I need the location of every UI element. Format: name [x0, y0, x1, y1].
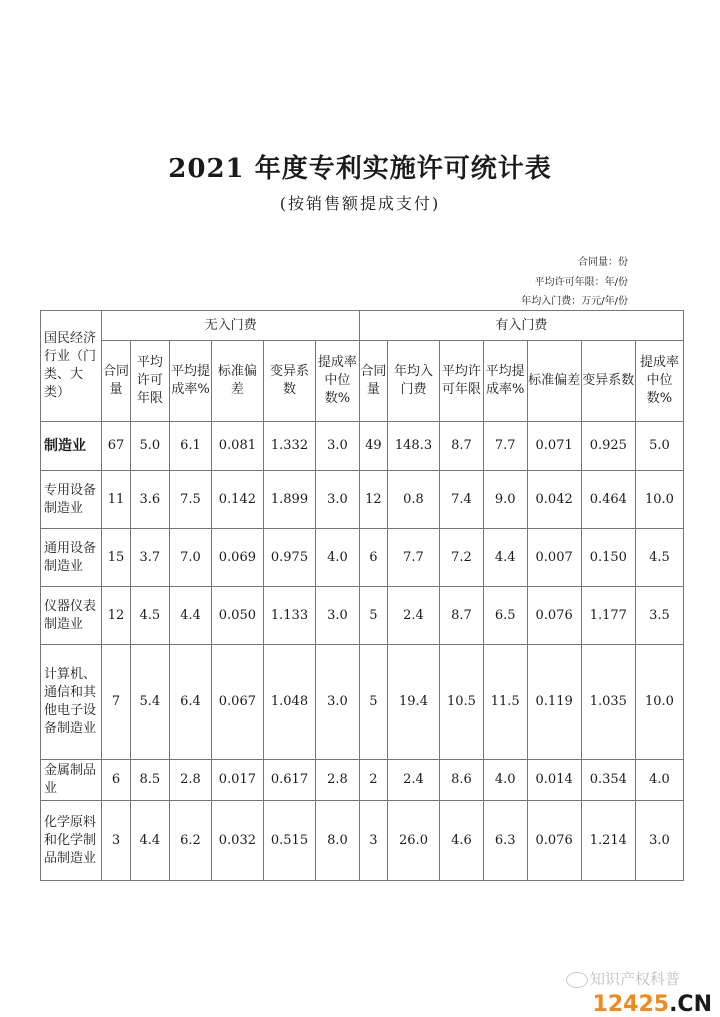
table-row [41, 587, 684, 645]
cell: 3 [102, 801, 130, 881]
table-row [41, 801, 684, 881]
cell: 5.0 [635, 422, 683, 471]
cell: 0.515 [263, 801, 315, 881]
cell: 1.133 [263, 587, 315, 645]
cell: 12 [102, 587, 130, 645]
col-header-fee-median: 提成率中位数% [635, 341, 683, 422]
col-header-fee-stddev: 标准偏差 [527, 341, 581, 422]
cell: 0.081 [211, 422, 263, 471]
col-header-no-fee-median: 提成率中位数% [316, 341, 360, 422]
cell: 5.4 [130, 645, 170, 760]
cell: 5.0 [130, 422, 170, 471]
cell: 4.0 [316, 529, 360, 587]
cell: 2.4 [387, 587, 439, 645]
cell: 8.7 [440, 587, 484, 645]
cell: 1.899 [263, 471, 315, 529]
row-industry: 专用设备制造业 [41, 471, 102, 529]
cell: 6.1 [170, 422, 212, 471]
table-row [41, 422, 684, 471]
cell: 0.076 [527, 801, 581, 881]
cell: 11.5 [483, 645, 527, 760]
page-subtitle: (按销售额提成支付) [279, 194, 441, 213]
cell: 4.6 [440, 801, 484, 881]
page-title: 2021 年度专利实施许可统计表 [168, 154, 552, 184]
cell: 3.5 [635, 587, 683, 645]
cell: 7.5 [170, 471, 212, 529]
cell: 3.6 [130, 471, 170, 529]
cell: 8.5 [130, 760, 170, 801]
col-header-fee-rate: 平均提成率% [483, 341, 527, 422]
row-industry: 金属制品业 [41, 760, 102, 801]
cell: 0.017 [211, 760, 263, 801]
cell: 1.214 [581, 801, 635, 881]
cell: 4.5 [130, 587, 170, 645]
cell: 11 [102, 471, 130, 529]
cell: 0.071 [527, 422, 581, 471]
col-header-fee-years: 平均许可年限 [440, 341, 484, 422]
group-header-no-fee: 无入门费 [102, 311, 359, 341]
col-header-no-fee-count: 合同量 [102, 341, 130, 422]
cell: 0.464 [581, 471, 635, 529]
unit-license-years: 平均许可年限：年/份 [534, 277, 628, 288]
cell: 0.032 [211, 801, 263, 881]
cell: 1.035 [581, 645, 635, 760]
group-header-fee: 有入门费 [359, 311, 683, 341]
cell: 0.076 [527, 587, 581, 645]
cell: 49 [359, 422, 387, 471]
cell: 2.8 [170, 760, 212, 801]
cell: 0.050 [211, 587, 263, 645]
col-header-fee-entry: 年均入门费 [387, 341, 439, 422]
cell: 1.048 [263, 645, 315, 760]
cell: 4.4 [483, 529, 527, 587]
site-logo-tld: .CN [669, 992, 712, 1017]
cell: 0.142 [211, 471, 263, 529]
site-logo-number: 12425 [592, 992, 670, 1017]
cell: 0.042 [527, 471, 581, 529]
watermark-text: 知识产权科普 [590, 970, 681, 988]
cell: 26.0 [387, 801, 439, 881]
cell: 0.975 [263, 529, 315, 587]
cell: 6 [102, 760, 130, 801]
cell: 0.007 [527, 529, 581, 587]
unit-contract-count: 合同量：份 [578, 257, 628, 268]
table-row [41, 471, 684, 529]
license-statistics-table [40, 310, 684, 881]
cell: 7.2 [440, 529, 484, 587]
cell: 1.177 [581, 587, 635, 645]
cell: 5 [359, 587, 387, 645]
cell: 2 [359, 760, 387, 801]
cell: 0.354 [581, 760, 635, 801]
cell: 10.5 [440, 645, 484, 760]
cell: 19.4 [387, 645, 439, 760]
cell: 4.0 [483, 760, 527, 801]
cell: 0.014 [527, 760, 581, 801]
cell: 0.617 [263, 760, 315, 801]
row-industry: 化学原料和化学制品制造业 [41, 801, 102, 881]
cell: 7.0 [170, 529, 212, 587]
industry-header: 国民经济行业（门类、大类） [41, 311, 102, 422]
cell: 6.2 [170, 801, 212, 881]
row-industry: 计算机、通信和其他电子设备制造业 [41, 645, 102, 760]
cell: 3.7 [130, 529, 170, 587]
cell: 7.4 [440, 471, 484, 529]
row-industry: 仪器仪表制造业 [41, 587, 102, 645]
chat-bubble-icon [566, 972, 588, 988]
cell: 6 [359, 529, 387, 587]
cell: 7 [102, 645, 130, 760]
cell: 3 [359, 801, 387, 881]
cell: 3.0 [316, 645, 360, 760]
cell: 0.069 [211, 529, 263, 587]
cell: 2.8 [316, 760, 360, 801]
cell: 2.4 [387, 760, 439, 801]
cell: 15 [102, 529, 130, 587]
table-row [41, 645, 684, 760]
row-industry: 通用设备制造业 [41, 529, 102, 587]
cell: 4.4 [130, 801, 170, 881]
table-row [41, 760, 684, 801]
col-header-no-fee-cv: 变异系数 [263, 341, 315, 422]
cell: 10.0 [635, 471, 683, 529]
col-header-no-fee-stddev: 标准偏差 [211, 341, 263, 422]
table-row [41, 529, 684, 587]
cell: 1.332 [263, 422, 315, 471]
cell: 7.7 [483, 422, 527, 471]
col-header-fee-count: 合同量 [359, 341, 387, 422]
cell: 10.0 [635, 645, 683, 760]
cell: 4.4 [170, 587, 212, 645]
cell: 8.6 [440, 760, 484, 801]
col-header-no-fee-years: 平均许可年限 [130, 341, 170, 422]
cell: 0.925 [581, 422, 635, 471]
cell: 6.5 [483, 587, 527, 645]
cell: 8.0 [316, 801, 360, 881]
cell: 3.0 [316, 471, 360, 529]
cell: 9.0 [483, 471, 527, 529]
site-logo [593, 992, 712, 1017]
cell: 7.7 [387, 529, 439, 587]
cell: 4.5 [635, 529, 683, 587]
cell: 0.150 [581, 529, 635, 587]
cell: 3.0 [316, 587, 360, 645]
cell: 67 [102, 422, 130, 471]
cell: 0.067 [211, 645, 263, 760]
cell: 12 [359, 471, 387, 529]
cell: 0.8 [387, 471, 439, 529]
cell: 6.3 [483, 801, 527, 881]
cell: 3.0 [635, 801, 683, 881]
cell: 4.0 [635, 760, 683, 801]
cell: 8.7 [440, 422, 484, 471]
cell: 5 [359, 645, 387, 760]
row-industry: 制造业 [41, 422, 102, 471]
cell: 3.0 [316, 422, 360, 471]
col-header-no-fee-rate: 平均提成率% [170, 341, 212, 422]
cell: 0.119 [527, 645, 581, 760]
cell: 6.4 [170, 645, 212, 760]
cell: 148.3 [387, 422, 439, 471]
col-header-fee-cv: 变异系数 [581, 341, 635, 422]
unit-entry-fee: 年均入门费：万元/年/份 [521, 296, 628, 307]
